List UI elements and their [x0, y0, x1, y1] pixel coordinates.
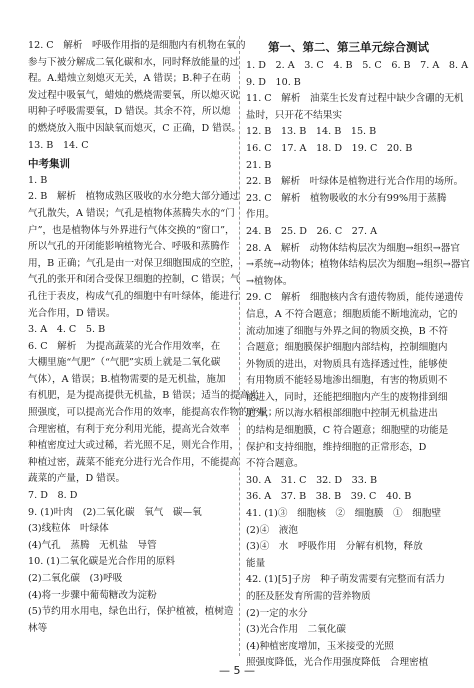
- answer-line: 气孔的张开和闭合受保卫细胞的控制，C 错误；气: [28, 274, 240, 286]
- answer-line: 光合作用，D 错误。: [28, 307, 116, 319]
- answer-line: 41. (1)③ 细胞核 ② 细胞膜 ① 细胞壁: [246, 508, 441, 520]
- answer-line: 9. (1)叶肉 (2)二氧化碳 氧气 碳—氧: [28, 506, 202, 518]
- answer-line: 的胚及胚发育所需的营养物质: [246, 591, 371, 602]
- answer-line: →系统→动物体；植物体结构层次为细胞→组织→器官: [246, 259, 471, 271]
- answer-line: 气体），A 错误；B.植物需要的是无机盐，施加: [28, 373, 226, 385]
- answer-line: 9. D 10. B: [246, 76, 301, 88]
- page-number: — 5 —: [219, 664, 255, 677]
- answer-line: →植物体。: [246, 275, 293, 287]
- answer-line: 有用物质不能轻易地渗出细胞，有害的物质则不: [246, 375, 448, 387]
- answer-line: (3)④ 水 呼吸作用 分解有机物，释放: [246, 541, 423, 553]
- answer-line: (3)光合作用 二氧化碳: [246, 624, 346, 636]
- answer-line: 照强度，可以提高光合作用的效率，能提高农作物的产量；: [28, 407, 278, 419]
- answer-line: 流动加速了细胞与外界之间的物质交换，B 不符: [246, 325, 448, 337]
- answer-line: 23. C 解析 植物吸收的水分有99%用于蒸腾: [246, 192, 447, 204]
- answer-line: 合题意；细胞膜保护细胞内部结构，控制细胞内: [246, 342, 448, 354]
- column-divider: [239, 36, 240, 656]
- answer-line: 参与下被分解成二氧化碳和水，同时释放能量的过: [28, 56, 240, 68]
- answer-line: 程。A.蜡烛立刻熄灭无关，A 错误；B.种子在萌: [28, 73, 231, 85]
- right-column: [246, 38, 471, 672]
- section-title: 第一、第二、第三单元综合测试: [268, 40, 429, 54]
- answer-line: 11. C 解析 油菜生长发育过程中缺少含硼的无机: [246, 93, 464, 105]
- answer-line: 用，B 正确；气孔是由一对保卫细胞围成的空腔，: [28, 257, 240, 269]
- answer-line: (2)一定的水分: [246, 607, 308, 619]
- answer-line: 不符合题意。: [246, 458, 304, 470]
- answer-line: 24. B 25. D 26. C 27. A: [246, 225, 378, 237]
- answer-line: (2)④ 液泡: [246, 524, 298, 536]
- answer-line: 7. D 8. D: [28, 490, 78, 502]
- answer-line: 所以气孔的开闭能影响植物光合、呼吸和蒸腾作: [28, 241, 230, 253]
- answer-line: 12. C 解析 呼吸作用指的是细胞内有机物在氧的: [28, 40, 246, 51]
- answer-line: 30. A 31. C 32. D 33. B: [246, 474, 378, 486]
- answer-line: 10. (1)二氧化碳是光合作用的原料: [28, 556, 176, 568]
- answer-line: 保护和支持细胞，维持细胞的正常形态，D: [246, 441, 427, 453]
- answer-line: (2)二氧化碳 (3)呼吸: [28, 573, 123, 584]
- answer-line: 36. A 37. B 38. B 39. C 40. B: [246, 491, 412, 503]
- answer-line: 林等: [28, 622, 48, 634]
- answer-line: 信息，A 不符合题意；细胞质能不断地流动，它的: [246, 308, 458, 320]
- answer-line: 孔往于表皮，构成气孔的细胞中有叶绿体，能进行: [28, 290, 240, 302]
- answer-line: 明种子呼吸需要氧，D 错误。其余不符，所以熄: [28, 106, 231, 118]
- answer-line: (4)种植密度增加，玉米接受的光照: [246, 640, 394, 652]
- answer-line: 22. B 解析 叶绿体是植物进行光合作用的场所。: [246, 176, 464, 188]
- answer-line: 户”，也是植物体与外界进行气体交换的“窗口”，: [28, 224, 235, 236]
- answer-line: 1. D 2. A 3. C 4. B 5. C 6. B 7. A 8. A: [246, 60, 469, 71]
- answer-line: 29. C 解析 细胞核内含有遗传物质，能传递遗传: [246, 292, 464, 304]
- answer-line: (5)节约用水用电，绿色出行，保护植被，植树造: [28, 606, 234, 618]
- answer-line: 照强度降低，光合作用强度降低 合理密植: [246, 657, 429, 669]
- answer-line: 2. B 解析 植物成熟区吸收的水分绝大部分通过: [28, 191, 240, 203]
- answer-line: 21. B: [246, 159, 272, 171]
- answer-line: 3. A 4. C 5. B: [28, 324, 106, 336]
- answer-line: 种植密度过大或过稀，若光照不足，则光合作用，: [28, 440, 240, 452]
- answer-line: 大棚里施“气肥”（“气肥”实质上就是二氧化碳: [28, 357, 221, 369]
- answer-line: 有机肥，是为提高提供无机盐，B 错误；适当的提高光: [28, 390, 259, 402]
- answer-line: 16. C 17. A 18. D 19. C 20. B: [246, 142, 413, 154]
- answer-line: 蔬菜的产量，D 错误。: [28, 473, 126, 485]
- answer-line: 13. B 14. C: [28, 139, 89, 151]
- section-heading: 中考集训: [28, 158, 70, 171]
- answer-line: (3)线粒体 叶绿体: [28, 523, 109, 535]
- answer-line: 气孔散失，A 错误；气孔是植物体蒸腾失水的“门: [28, 207, 235, 219]
- answer-line: 1. B: [28, 174, 48, 186]
- answer-line: 种植过密，蔬菜不能充分进行光合作用，不能提高: [28, 456, 240, 468]
- answer-line: 盐时，只开花不结果实: [246, 109, 342, 121]
- answer-line: 的结构是细胞膜，C 符合题意；细胞壁的功能是: [246, 425, 449, 437]
- answer-line: 外物质的进出，对物质具有选择透过性，能够使: [246, 358, 448, 370]
- answer-line: 28. A 解析 动物体结构层次为细胞→组织→器官: [246, 242, 460, 254]
- answer-line: (4)气孔 蒸腾 无机盐 导管: [28, 539, 157, 551]
- answer-line: 6. C 解析 为提高蔬菜的光合作用效率，在: [28, 340, 221, 352]
- answer-line: (4)将一步骤中葡萄糖改为淀粉: [28, 589, 157, 601]
- answer-line: 42. (1)[5]子房 种子萌发需要有完整而有活力: [246, 574, 445, 586]
- answer-line: 的燃烧放入瓶中因缺氧而熄灭，C 正确，D 错误。: [28, 122, 242, 134]
- answer-line: 能进入，同时，还能把细胞内产生的废物排到细: [246, 391, 448, 403]
- answer-line: 12. B 13. B 14. B 15. B: [246, 126, 377, 138]
- answer-line: 作用。: [246, 209, 275, 221]
- answer-line: 合理密植，有利于充分利用光能，提高光合效率: [28, 423, 230, 435]
- answer-line: 发过程中吸氧气，蜡烛的燃烧需要氧，所以熄灭说: [28, 89, 240, 101]
- answer-line: 能量: [246, 557, 266, 569]
- answer-line: 胞外，所以海水稻根部细胞中控制无机盐进出: [246, 408, 438, 420]
